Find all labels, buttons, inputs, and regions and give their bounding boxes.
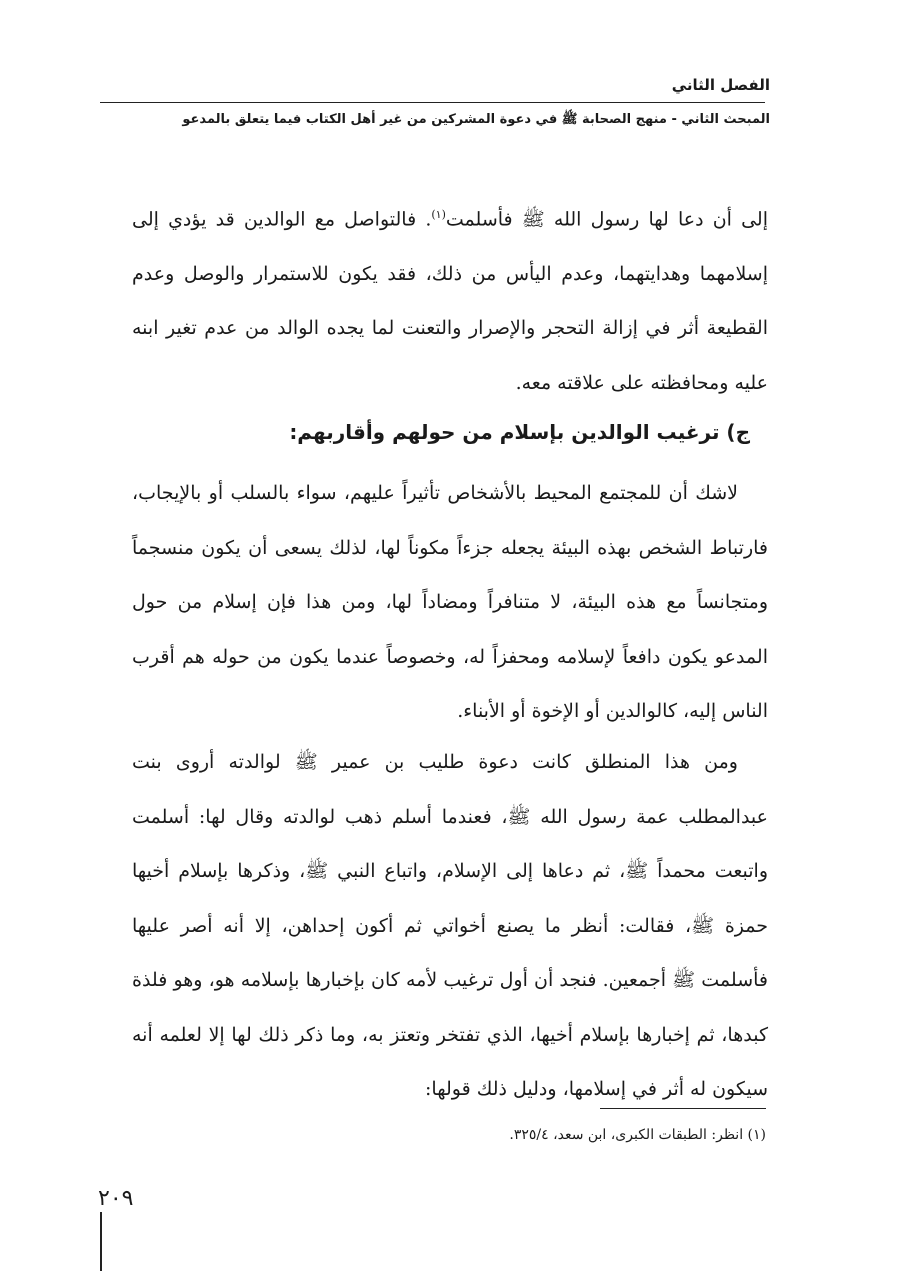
footnote-text: (١) انظر: الطبقات الكبرى، ابن سعد، ٣٢٥/٤. [509, 1127, 766, 1143]
page-number: ٢٠٩ [98, 1186, 134, 1211]
paragraph-1-rest: . فالتواصل مع الوالدين قد يؤدي إلى إسلامهما وهدايتهما، وعدم اليأس من ذلك، فقد يكون للاستمرار والوصل وعدم القطيعة أثر في إزالة التحجر والإصرار والتعنت لما يجده الوالد من عدم تغير ابنه عليه ومحافظته على علاقته معه. [132, 208, 768, 394]
paragraph-1-start: إلى أن دعا لها رسول الله ﷺ فأسلمت [445, 208, 768, 231]
paragraph-3: ومن هذا المنطلق كانت دعوة طليب بن عمير ﷺ لوالدته أروى بنت عبدالمطلب عمة رسول الله ﷺ، فعندما أسلم ذهب لوالدته وقال لها: أسلمت واتبعت محمداً ﷺ، ثم دعاها إلى الإسلام، واتباع النبي ﷺ، وذكرها بإسلام أخيها حمزة ﷺ، فقالت: أنظر ما يصنع أخواتي ثم أكون إحداهن، إلا أنه أصر عليها فأسلمت ﷺ أجمعين. فنجد أن أول ترغيب لأمه كان بإخبارها بإسلامه هو، وهو فلذة كبدها، ثم إخبارها بإسلام أخيها، الذي تفتخر وتعتز به، وما ذكر ذلك لها إلا لعلمه أنه سيكون له أثر في إسلامها، ودليل ذلك قولها: [132, 751, 768, 1100]
paragraph-1 [132, 188, 768, 410]
footnote-reference[interactable]: (١) [431, 208, 446, 221]
page-edge-rule [100, 1212, 102, 1271]
paragraph-2: لاشك أن للمجتمع المحيط بالأشخاص تأثيراً عليهم، سواء بالسلب أو بالإيجاب، فارتباط الشخص بهذه البيئة يجعله جزءاً مكوناً لها، لذلك يسعى أن يكون منسجماً ومتجانساً مع هذه البيئة، لا متنافراً ومضاداً لها، ومن هذا فإن إسلام من حول المدعو يكون دافعاً لإسلامه ومحفزاً له، وخصوصاً عندما يكون من حوله هم أقرب الناس إليه، كالوالدين أو الإخوة أو الأبناء. [132, 482, 768, 722]
running-header-chapter: الفصل الثاني [671, 76, 770, 94]
footnote-divider [600, 1108, 766, 1109]
header-divider [100, 102, 765, 103]
section-subheading: ج) ترغيب الوالدين بإسلام من حولهم وأقاربهم: [289, 420, 750, 444]
running-header-section: المبحث الثاني - منهج الصحابة ﷺ في دعوة المشركين من غير أهل الكتاب فيما يتعلق بالمدعو [182, 112, 770, 127]
